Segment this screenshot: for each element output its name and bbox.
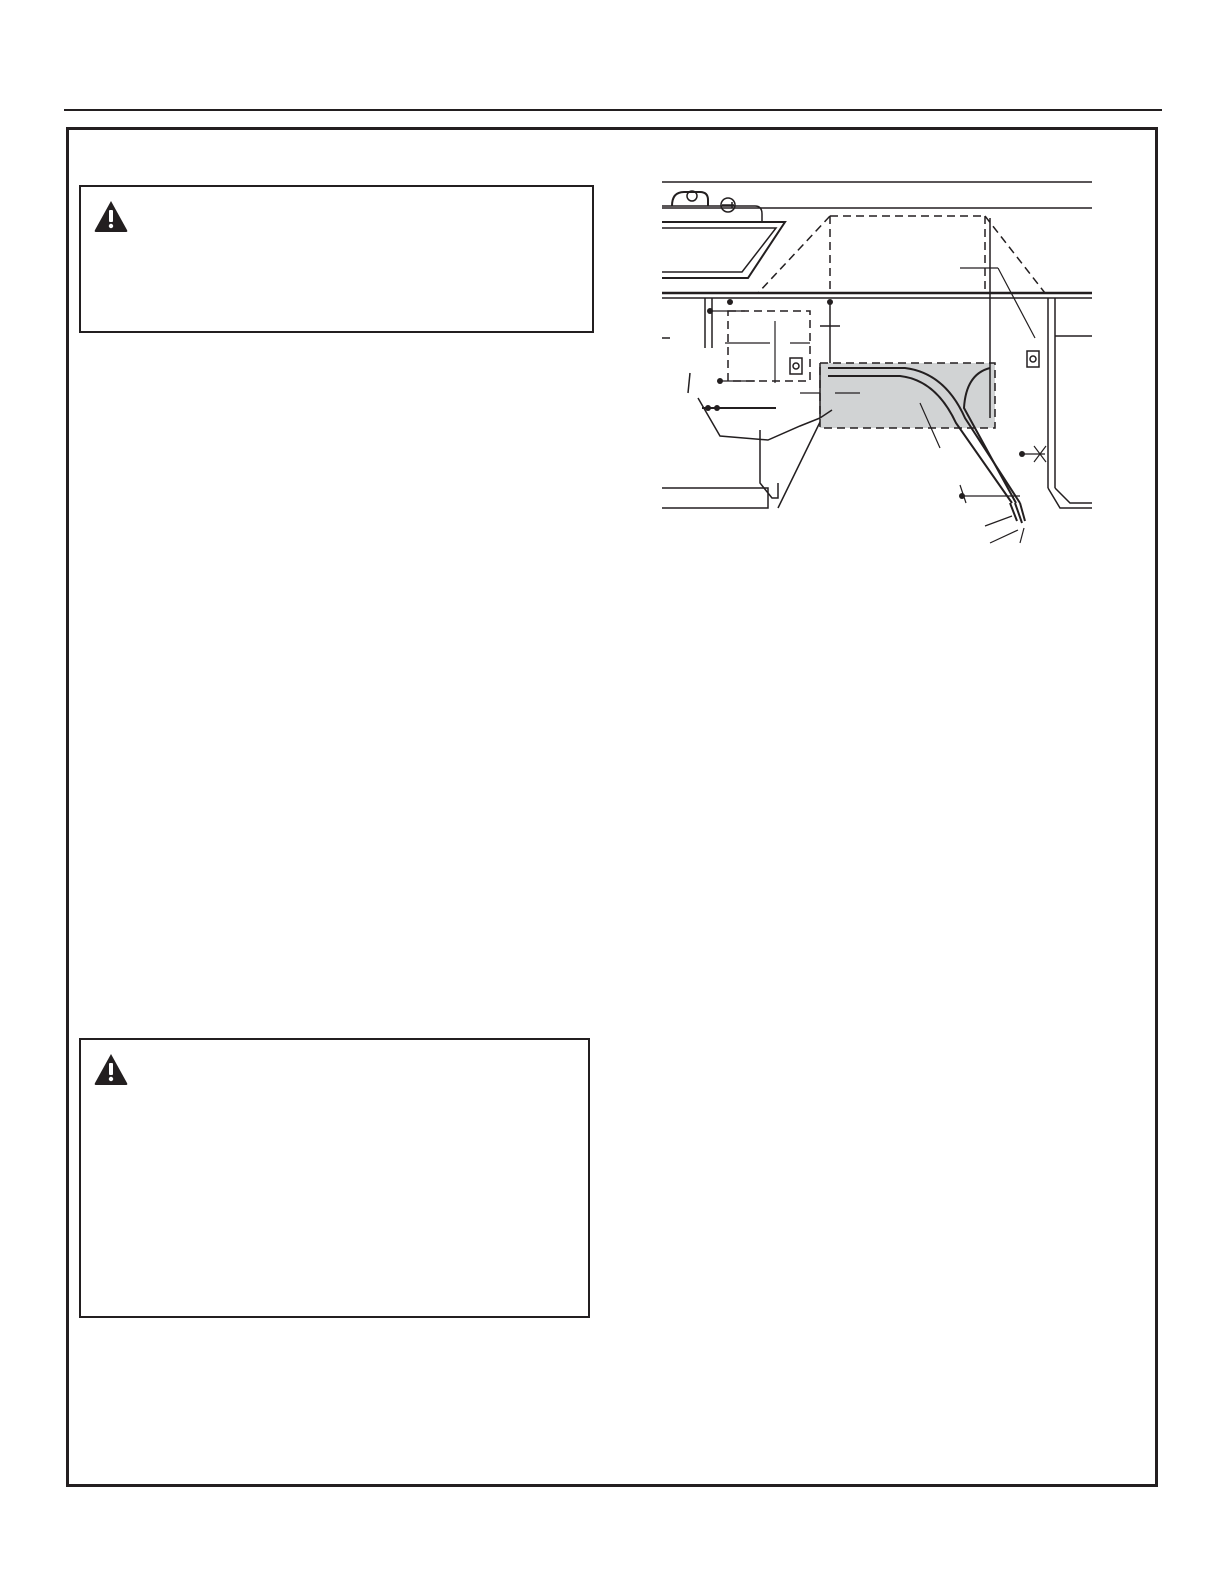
outlet-dot [793, 363, 799, 369]
warning-box-bottom [79, 1038, 590, 1318]
installation-diagram [660, 178, 1100, 550]
warning-triangle-icon [93, 1052, 129, 1086]
header-rule [64, 109, 1162, 111]
outlet-dot [1030, 356, 1036, 362]
right-cabinet-drawing [990, 218, 1092, 508]
sink-drawing [662, 191, 785, 278]
warning-box-top [79, 185, 594, 333]
outlet-box-right [1027, 351, 1039, 367]
warning-triangle-icon [93, 199, 129, 233]
left-cabinet-drawing [662, 298, 822, 508]
outlet-box-left [790, 358, 802, 374]
